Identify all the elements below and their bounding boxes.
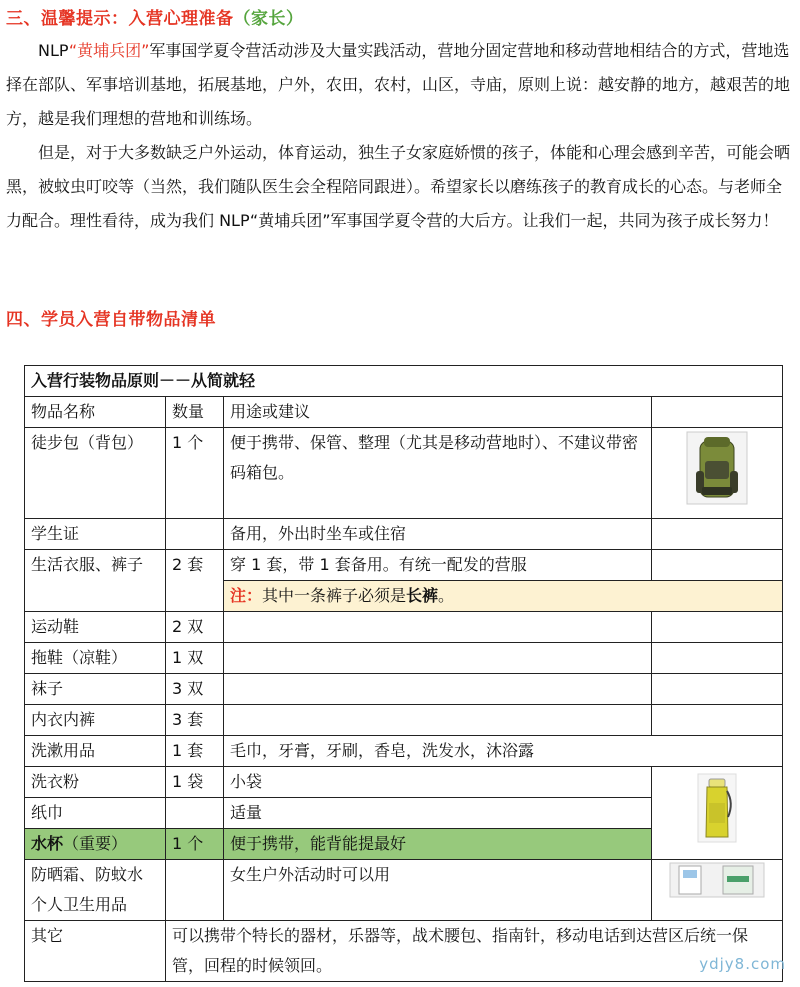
backpack-image-cell [652, 428, 783, 519]
header-qty: 数量 [166, 397, 224, 428]
table-row [25, 767, 783, 798]
item-name: 袜子 [25, 674, 166, 705]
item-use: 备用，外出时坐车或住宿 [224, 519, 652, 550]
table-title: 入营行装物品原则－－从简就轻 [25, 366, 783, 397]
watermark: ydjy8.com [699, 955, 786, 973]
section4-title: 四、学员入营自带物品清单 [6, 310, 216, 330]
item-name: 徒步包（背包） [25, 428, 166, 519]
item-qty: 3 双 [166, 674, 224, 705]
item-use: 小袋 [224, 767, 652, 798]
item-name: 纸巾 [25, 798, 166, 829]
table-header-row [25, 397, 783, 428]
table-row [25, 643, 783, 674]
item-name: 生活衣服、裤子 [25, 550, 166, 612]
sunscreen-tubes-image [669, 862, 765, 898]
section3-title: 三、温馨提示：入营心理准备（家长） [6, 9, 304, 29]
header-use: 用途或建议 [224, 397, 652, 428]
item-name: 水杯（重要） [25, 829, 166, 860]
item-name: 学生证 [25, 519, 166, 550]
section3-paragraph-1: NLP“黄埔兵团”军事国学夏令营活动涉及大量实践活动，营地分固定营地和移动营地相结合的方式，营地选择在部队、军事培训基地，拓展基地，户外，农田，农村，山区，寺庙，原则上说：越安静的地方，越艰苦的地方，越是我们理想的营地和训练场。 [6, 41, 791, 128]
item-qty [166, 519, 224, 550]
item-name: 运动鞋 [25, 612, 166, 643]
item-name: 防晒霜、防蚊水 个人卫生用品 [25, 860, 166, 921]
section3-paragraph-2: 但是，对于大多数缺乏户外运动，体育运动，独生子女家庭娇惯的孩子，体能和心理会感到辛苦，可能会晒黑，被蚊虫叮咬等（当然，我们随队医生会全程陪同跟进）。希望家长以磨练孩子的教育成长的心态。与老师全力配合。理性看待，成为我们 NLP“黄埔兵团”军事国学夏令营的大后方。让我们一起，共同为孩子成长努力！ [6, 143, 791, 230]
item-qty: 1 个 [166, 428, 224, 519]
item-name: 洗漱用品 [25, 736, 166, 767]
clothes-note: 注：其中一条裤子必须是长裤。 [224, 581, 783, 612]
item-use: 可以携带个特长的器材，乐器等，战术腰包、指南针，移动电话到达营区后统一保管，回程的时候领回。 [166, 921, 783, 982]
sunscreen-image-cell [652, 860, 783, 921]
table-row [25, 921, 783, 982]
water-bottle-image [697, 773, 737, 843]
table-row [25, 550, 783, 581]
item-qty [166, 798, 224, 829]
item-qty: 1 双 [166, 643, 224, 674]
table-row [25, 519, 783, 550]
item-use: 女生户外活动时可以用 [224, 860, 652, 921]
backpack-image [686, 431, 748, 505]
item-use: 毛巾，牙膏，牙刷，香皂，洗发水，沐浴露 [224, 736, 783, 767]
item-use: 适量 [224, 798, 652, 829]
table-row [25, 612, 783, 643]
table-row [25, 736, 783, 767]
table-title-row [25, 366, 783, 397]
water-bottle-image-cell [652, 767, 783, 860]
item-qty: 3 套 [166, 705, 224, 736]
table-row [25, 705, 783, 736]
items-table [24, 365, 783, 982]
item-use: 穿 1 套，带 1 套备用。有统一配发的营服 [224, 550, 652, 581]
item-name: 其它 [25, 921, 166, 982]
header-image [652, 397, 783, 428]
table-row [25, 428, 783, 519]
item-use: 便于携带、保管、整理（尤其是移动营地时）、不建议带密码箱包。 [224, 428, 652, 519]
header-name: 物品名称 [25, 397, 166, 428]
item-name: 拖鞋（凉鞋） [25, 643, 166, 674]
table-row [25, 860, 783, 921]
item-qty: 1 套 [166, 736, 224, 767]
item-name: 洗衣粉 [25, 767, 166, 798]
item-qty: 2 双 [166, 612, 224, 643]
item-qty: 1 个 [166, 829, 224, 860]
table-row [25, 674, 783, 705]
item-use: 便于携带，能背能提最好 [224, 829, 652, 860]
item-name: 内衣内裤 [25, 705, 166, 736]
item-qty: 2 套 [166, 550, 224, 612]
item-qty: 1 袋 [166, 767, 224, 798]
